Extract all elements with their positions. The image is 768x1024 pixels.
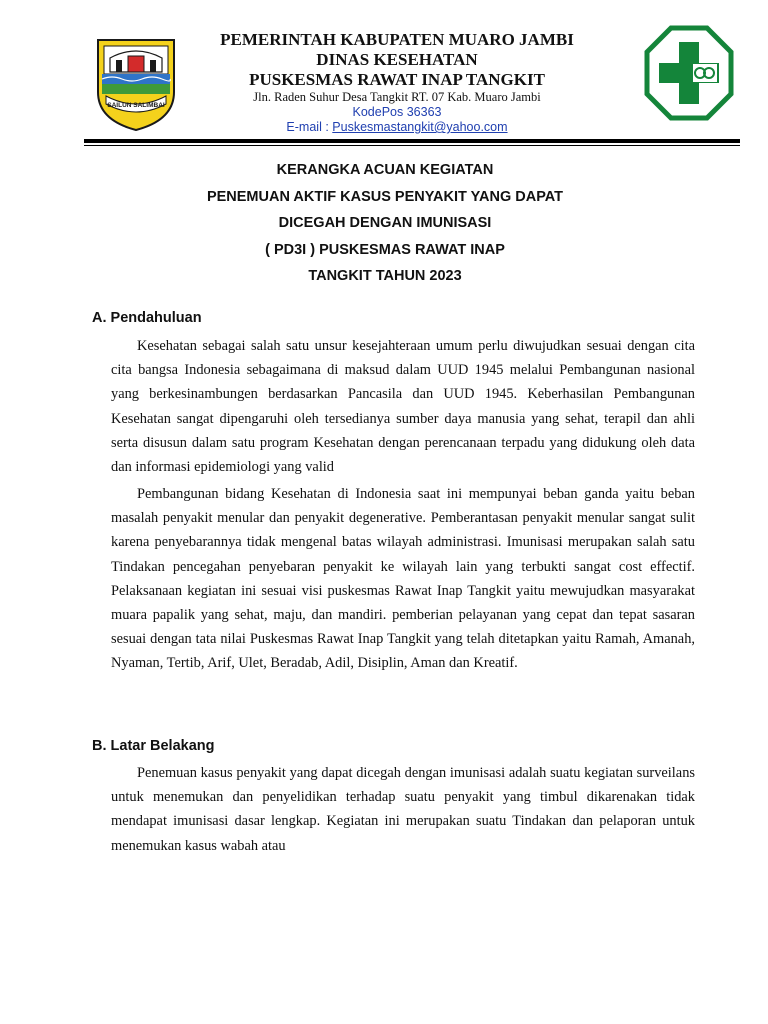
- letterhead-divider-thin: [84, 145, 740, 146]
- email-label: E-mail :: [286, 120, 329, 134]
- government-name: PEMERINTAH KABUPATEN MUARO JAMBI: [220, 30, 574, 49]
- clinic-name: PUSKESMAS RAWAT INAP TANGKIT: [249, 70, 545, 89]
- emblem-banner-text: SAILUN SALIMBAI: [107, 102, 165, 109]
- postcode: KodePos 36363: [352, 105, 442, 119]
- title-line: KERANGKA ACUAN KEGIATAN: [276, 162, 494, 178]
- title-line: PENEMUAN AKTIF KASUS PENYAKIT YANG DAPAT: [206, 188, 564, 205]
- document-title: [130, 157, 640, 290]
- puskesmas-cross-icon: [643, 24, 735, 122]
- email-line: [180, 120, 614, 135]
- paragraph: Pembangunan bidang Kesehatan di Indonesia saat ini mempunyai beban ganda yaitu beban masalah penyakit menular dan penyakit degenerative. Pemberantasan penyakit menular sangat sulit karena penyebarannya tidak mengenal batas wilayah administrasi. Imunisasi merupakan salah satu Tindakan pencegahan penyebaran penyakit ke wilayah lain yang terbukti sangat cost effectif. Pelaksanaan kegiatan ini sesuai visi puskesmas Rawat Inap Tangkit yaitu mewujudkan masyarakat muara papalik yang sehat, maju, dan mandiri. pemberian pelayanan yang cepat dan tepat sasaran sesuai dengan tata nilai Puskesmas Rawat Inap Tangkit yang telah ditetapkan yaitu Ramah, Amanah, Nyaman, Tertib, Arif, Ulet, Beradab, Adil, Disiplin, Aman dan Kreatif.: [111, 486, 695, 672]
- section-heading-latar-belakang: B. Latar Belakang: [92, 738, 215, 754]
- paragraph: Kesehatan sebagai salah satu unsur kesejahteraan umum perlu diwujudkan sesuai dengan cita cita bangsa Indonesia sebagaimana di maksud dalam UUD 1945 melalui Pembangunan nasional yang berkesinambungen berdasarkan Pancasila dan UUD 1945. Keberhasilan Pembangunan Kesehatan sangat dipengaruhi oleh tersedianya sumber daya manusia yang sehat, terapil dan ahli serta disusun dalam satu program Kesehatan dengan perencanaan terpadu yang didukung oleh data dan informasi epidemiologi yang valid: [111, 338, 695, 476]
- regency-emblem-icon: [92, 34, 180, 134]
- address: Jln. Raden Suhur Desa Tangkit RT. 07 Kab. Muaro Jambi: [253, 90, 541, 104]
- title-line: DICEGAH DENGAN IMUNISASI: [278, 215, 492, 231]
- title-line: ( PD3I ) PUSKESMAS RAWAT INAP: [265, 241, 505, 258]
- letterhead: [180, 30, 614, 135]
- paragraph: Penemuan kasus penyakit yang dapat dicegah dengan imunisasi adalah suatu kegiatan surveilans untuk menemukan dan penyelidikan terhadap suatu penyakit yang timbul dikarenakan tidak mendapat imunisasi dasar lengkap. Kegiatan ini merupakan suatu Tindakan dan pelaporan untuk menemukan kasus wabah atau: [111, 765, 695, 854]
- title-line: TANGKIT TAHUN 2023: [308, 268, 462, 284]
- section-heading-pendahuluan: A. Pendahuluan: [92, 310, 202, 326]
- letterhead-divider-thick: [84, 139, 740, 143]
- department-name: DINAS KESEHATAN: [316, 50, 478, 69]
- email-link[interactable]: Puskesmastangkit@yahoo.com: [332, 120, 508, 134]
